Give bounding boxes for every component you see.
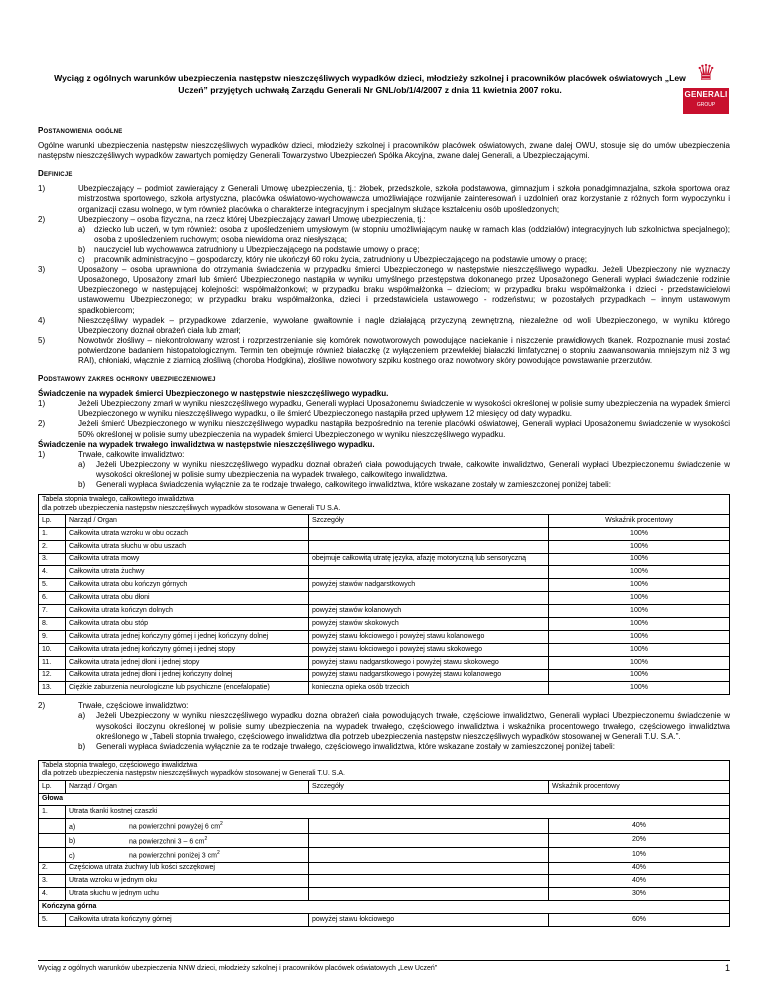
definition-item: 2) Ubezpieczony – osoba fizyczna, na rzecz której Ubezpieczający zawarł Umowę ubezpieczenia, tj.: a) dziecko lub uczeń, w tym również: osoba z upośledzeniem umysłowym (w stopniu umożliwiającym naukę w ramach klas (oddziałów) integracyjnych lub szkolnictwa specjalnego); osoba z upośledzeniem ruchowym; osoba niewidoma oraz niesłysząca; b) nauczyciel lub wychowawca zatrudniony u Ubezpieczającego na podstawie umowy o pracę; c) pracownik administracyjno – gospodarczy, który nie ukończył 60 roku życia, zatrudniony u Ubezpieczającego na podstawie umowy o pracę; [38,214,730,265]
definition-item: 5) Nowotwór złośliwy – niekontrolowany wzrost i rozprzestrzenianie się komórek nowotworowych powodujące naciekanie i niszczenie prawidłowych tkanek. Rozpoznanie musi zostać potwierdzone badaniem histopatologicznym. Termin ten obejmuje również białaczkę (z wyłączeniem przewlekłej białaczki limfatycznej o stopniu zaawansowania mniejszym niż 3 wg RAI), chłoniaki, włącznie z ziarnicą złośliwą (choroba Hodgkina), złośliwe nowotwory szpiku kostnego oraz nowotwory skóry powodujące powstawanie przerzutów. [38,335,730,365]
definition-item: 1) Ubezpieczający – podmiot zawierający z Generali Umowę ubezpieczenia, tj.: żłobek, przedszkole, szkoła podstawowa, gimnazjum i szkoła ponadgimnazjalna, szkoła sportowa oraz mistrzostwa sportowego, szkoła artystyczna, placówka oświatowo-wychowawcza umożliwiające rozwijanie zainteresowań i uzdolnień oraz korzystanie z różnych form wypoczynku i organizacji czasu wolnego, w tym również placówka o charakterze integracyjnym i specjalnym służące kształceniu osób upośledzonych; [38,184,730,214]
definition-item: 4) Nieszczęśliwy wypadek – przypadkowe zdarzenie, wywołane gwałtownie i nagle działającą przyczyną zewnętrzną, niezależne od woli Ubezpieczonego, w wyniku którego Ubezpieczony doznał obrażeń ciała lub zmarł; [38,315,730,335]
table-row: 7. Całkowita utrata kończyn dolnych powyżej stawów kolanowych 100% [39,605,730,618]
death-item: 1) Jeżeli Ubezpieczony zmarł w wyniku nieszczęśliwego wypadku, Generali wypłaci Uposażonemu świadczenie w wysokości określonej w polisie sumy ubezpieczenia na wypadek śmierci Ubezpieczonego w wyniku nieszczęśliwego wypadku, o ile śmierć Ubezpieczonego nastąpiła przed upływem 12 miesięcy od daty wypadku. [38,399,730,419]
document-body [38,126,730,927]
table-row: 1. Całkowita utrata wzroku w obu oczach 100% [39,527,730,540]
table-row: 10. Całkowita utrata jednej kończyny górnej i jednej stopy powyżej stawu łokciowego i powyżej stawu skokowego 100% [39,643,730,656]
table-subrow: a) na powierzchni powyżej 6 $cm^2$ 40% [39,819,730,833]
table-row: 3. Utrata wzroku w jednym oku 40% [39,875,730,888]
generali-logo [683,60,729,118]
table-row: 4. Utrata słuchu w jednym uchu 30% [39,888,730,901]
definition-subitem: c) pracownik administracyjno – gospodarczy, który nie ukończył 60 roku życia, zatrudniony u Ubezpieczającego na podstawie umowy o pracę; [78,255,587,265]
definition-subitem: a) dziecko lub uczeń, w tym również: osoba z upośledzeniem umysłowym (w stopniu umożliwiającym naukę w ramach klas (oddziałów) integracyjnych lub szkolnictwa specjalnego); osoba z upośledzeniem ruchowym; osoba niewidoma oraz niesłysząca; [78,224,730,244]
table-row: 3. Całkowita utrata mowy obejmuje całkowitą utratę języka, afazję motoryczną lub sensoryczną 100% [39,553,730,566]
table-row: 1. Utrata tkanki kostnej czaszki [39,806,730,819]
table-row: 2. Całkowita utrata słuchu w obu uszach 100% [39,540,730,553]
logo-group: GROUP [696,102,716,108]
section-scope-heading: Podstawowy zakres ochrony ubezpieczeniowej [38,374,216,384]
definition-item: 3) Uposażony – osoba uprawniona do otrzymania świadczenia w przypadku śmierci Ubezpieczonego w następstwie nieszczęśliwego wypadku. Jeżeli Ubezpieczony nie wyznaczy Uposażonego, Uposażony zmarł lub śmierć Ubezpieczonego nastąpiła w wyniku umyślnego przestępstwa dokonanego przez Uposażonego Generali wypłaci świadczenie rodzinie Ubezpieczonego w następującej kolejności: współmałżonkowi; w przypadku braku współmałżonka – dzieciom; w przypadku braku współmałżonka i dzieci - przedstawicielowi ustawowemu Ubezpieczonego; w przypadku braku współmałżonka, dzieci i przedstawiciela ustawowego - rodzeństwu; w pozostałych przypadkach – innym ustawowym spadkobiercom; [38,265,730,315]
footer-rule [38,960,730,961]
page-number: 1 [724,963,730,973]
table-row: 8. Całkowita utrata obu stóp powyżej stawów skokowych 100% [39,618,730,631]
permanent-partial-item: 2) Trwałe, częściowe inwalidztwo: a) Jeżeli Ubezpieczony w wyniku nieszczęśliwego wypadku dozna obrażeń ciała powodujących trwałe, częściowe inwalidztwo, Generali wypłaci Ubezpieczonemu świadczenie w wysokości iloczynu określonej w polisie sumy ubezpieczenia na wypadek trwałego, częściowego inwalidztwa i wskaźnika procentowego trwałego, częściowego inwalidztwa określonego w „Tabeli stopnia trwałego, częściowego inwalidztwa dla potrzeb ubezpieczenia następstw nieszczęśliwych wypadków stosowanej w Generali T.U. S.A.”. b) Generali wypłaca świadczenia wyłącznie za te rodzaje trwałego, częściowego inwalidztwa, które wskazane zostały w zamieszczonej poniżej tabeli: [38,701,730,751]
table-row: 11. Całkowita utrata jednej dłoni i jednej stopy powyżej stawu nadgarstkowego i powyżej stawu skokowego 100% [39,656,730,669]
table-header-row: Lp. Narząd / Organ Szczegóły Wskaźnik procentowy [39,514,730,527]
disability-benefit-heading: Świadczenie na wypadek trwałego inwalidztwa w następstwie nieszczęśliwego wypadku. [38,439,375,449]
table-row: 4. Całkowita utrata żuchwy 100% [39,566,730,579]
table-row: 2. Częściowa utrata żuchwy lub kości szczękowej 40% [39,862,730,875]
table-row: 5. Całkowita utrata obu kończyn górnych powyżej stawów nadgarstkowych 100% [39,579,730,592]
partial-disability-table: Tabela stopnia trwałego, częściowego inwalidztwa dla potrzeb ubezpieczenia następstw nieszczęśliwych wypadków stosowanej w Generali T.U. S.A. Lp. Narząd / Organ Szczegóły Wskaźnik procentowy Głowa 1. Utrata tkanki kostnej czaszki a) na powierzchni powyżej 6 $cm^2$ 40% b) na powierzchni 3 – 6 $cm^2$ 20% c) na powierzchni poniżej 3 $cm^2$ 10% 2. Częściowa utrata żuchwy lub kości szczękowej 40% 3. Utrata wzroku w jednym oku 40% 4. Utrata słuchu w jednym uchu 30% Kończyna górna 5. Całkowita utrata kończyny górnej powyżej stawu łokciowego 60% [38,760,730,927]
document-title: Wyciąg z ogólnych warunków ubezpieczenia następstw nieszczęśliwych wypadków dzieci, młodzieży szkolnej i pracowników placówek oświatowych „Lew Uczeń” przyjętych uchwałą Zarządu Generali Nr GNL/ob/1/4/2007 z dnia 11 kwietnia 2007 roku. [54,73,686,95]
section-definitions-heading: Definicje [38,169,73,179]
table-subrow: c) na powierzchni poniżej 3 $cm^2$ 10% [39,848,730,862]
table-row: 9. Całkowita utrata jednej kończyny górnej i jednej kończyny dolnej powyżej stawu łokciowego i powyżej stawu kolanowego 100% [39,630,730,643]
table-row: 6. Całkowita utrata obu dłoni 100% [39,592,730,605]
table-row: 5. Całkowita utrata kończyny górnej powyżej stawu łokciowego 60% [39,914,730,927]
table-row: 12. Całkowita utrata jednej dłoni i jednej kończyny dolnej powyżej stawu nadgarstkowego i powyżej stawu kolanowego 100% [39,669,730,682]
general-text: Ogólne warunki ubezpieczenia następstw nieszczęśliwych wypadków dzieci, młodzieży szkolnej i pracowników placówek oświatowych, zwane dalej OWU, stosuje się do umów ubezpieczenia następstw nieszczęśliwych wypadków zawartych pomiędzy Generali Towarzystwo Ubezpieczeń Spółka Akcyjna, zwane dalej Generali, a Ubezpieczającymi. [38,141,730,161]
total-disability-table: Tabela stopnia trwałego, całkowitego inwalidztwa dla potrzeb ubezpieczenia następstw nieszczęśliwych wypadków stosowana w Generali TU S.A. Lp. Narząd / Organ Szczegóły Wskaźnik procentowy 1. Całkowita utrata wzroku w obu oczach 100% 2. Całkowita utrata słuchu w obu uszach 100% 3. Całkowita utrata mowy obejmuje całkowitą utratę języka, afazję motoryczną lub sensoryczną 100% 4. Całkowita utrata żuchwy 100% 5. Całkowita utrata obu kończyn górnych powyżej stawów nadgarstkowych 100% 6. Całkowita utrata obu dłoni 100% 7. Całkowita utrata kończyn dolnych powyżej stawów kolanowych 100% 8. Całkowita utrata obu stóp powyżej stawów skokowych 100% 9. Całkowita utrata jednej kończyny górnej i jednej kończyny dolnej powyżej stawu łokciowego i powyżej stawu kolanowego 100% 10. Całkowita utrata jednej kończyny górnej i jednej stopy powyżej stawu łokciowego i powyżej stawu skokowego 100% 11. Całkowita utrata jednej dłoni i jednej stopy powyżej stawu nadgarstkowego i powyżej stawu skokowego 100% 12. Całkowita utrata jednej dłoni i jednej kończyny dolnej powyżej stawu nadgarstkowego i powyżej stawu kolanowego 100% 13. Ciężkie zaburzenia neurologiczne lub psychiczne (encefalopatie) konieczna opieka osób trzecich 100% [38,494,730,695]
table-header-row: Lp. Narząd / Organ Szczegóły Wskaźnik procentowy [39,780,730,793]
table-subrow: b) na powierzchni 3 – 6 $cm^2$ 20% [39,833,730,847]
table-row: 13. Ciężkie zaburzenia neurologiczne lub psychiczne (encefalopatie) konieczna opieka osób trzecich 100% [39,682,730,695]
logo-name: GENERALI [684,90,728,99]
death-item: 2) Jeżeli śmierć Ubezpieczonego w wyniku nieszczęśliwego wypadku nastąpiła bezpośrednio na terenie placówki oświatowej, Generali wypłaci Uposażonemu świadczenie w wysokości 50% określonej w polisie sumy ubezpieczenia na wypadek śmierci Ubezpieczonego w wyniku nieszczęśliwego wypadku. [38,419,730,439]
definition-subitem: b) nauczyciel lub wychowawca zatrudniony u Ubezpieczającego na podstawie umowy o pracę; [78,244,420,254]
page-footer [38,965,730,972]
section-general-heading: Postanowienia ogólne [38,126,123,135]
footer-text: Wyciąg z ogólnych warunków ubezpieczenia NNW dzieci, młodzieży szkolnej i pracowników placówek oświatowych „Lew Uczeń” [38,965,438,972]
table-group-row: Kończyna górna [39,901,730,914]
lion-icon: ♛ [696,60,716,85]
table-group-row: Głowa [39,793,730,806]
death-benefit-heading: Świadczenie na wypadek śmierci Ubezpieczonego w następstwie nieszczęśliwego wypadku. [38,389,389,399]
permanent-total-item: 1) Trwałe, całkowite inwalidztwo: a) Jeżeli Ubezpieczony w wyniku nieszczęśliwego wypadku doznał obrażeń ciała powodujących trwałe, całkowite inwalidztwo, Generali wypłaci Ubezpieczonemu świadczenie w wysokości określonej w polisie sumy ubezpieczenia na wypadek trwałego, całkowitego inwalidztwa. b) Generali wypłaca świadczenia wyłącznie za te rodzaje trwałego, całkowitego inwalidztwa, które wskazane zostały w zamieszczonej poniżej tabeli: [38,449,730,489]
